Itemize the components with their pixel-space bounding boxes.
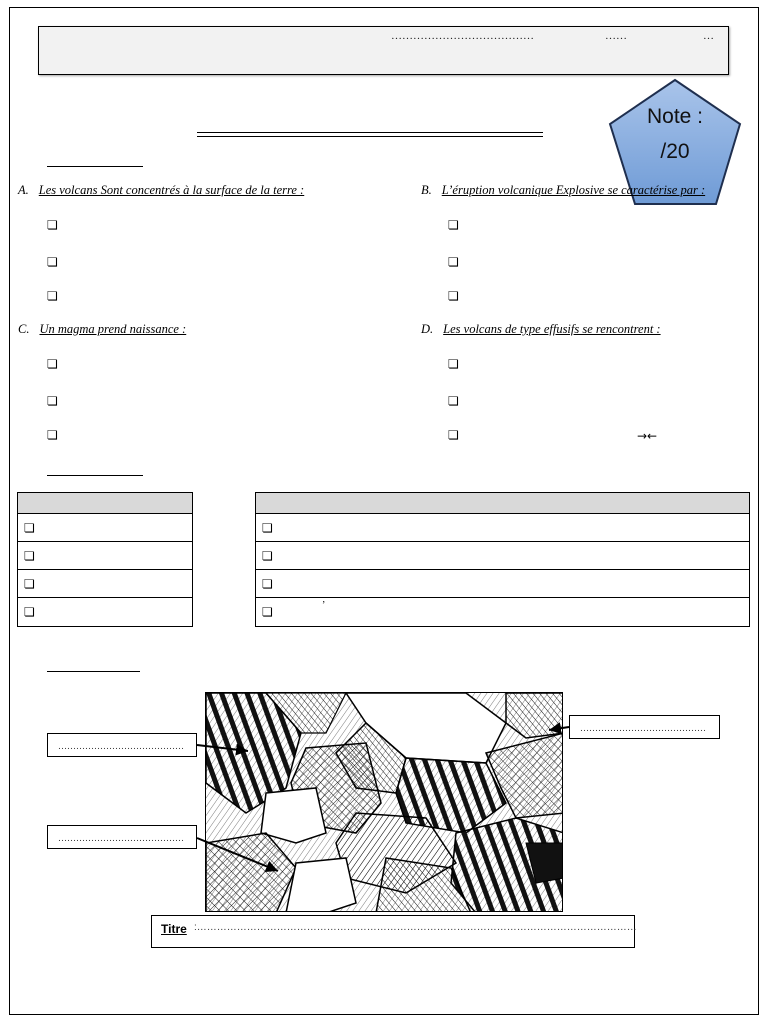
label-dots-right-top: …………………………………… bbox=[580, 723, 706, 733]
stray-mark: ’ bbox=[322, 600, 326, 611]
header-dots-class: …… bbox=[605, 30, 627, 42]
checkbox-a2[interactable]: ❏ bbox=[47, 255, 58, 269]
label-dots-left-bottom: …………………………………… bbox=[58, 833, 184, 843]
question-b bbox=[421, 183, 705, 198]
header-dots-name: ………………………………… bbox=[391, 30, 534, 42]
label-box-left-top[interactable] bbox=[47, 733, 197, 757]
table-right-row bbox=[256, 542, 749, 570]
table-left bbox=[17, 492, 193, 627]
question-d-letter: D. bbox=[421, 322, 434, 336]
checkbox-a1[interactable]: ❏ bbox=[47, 218, 58, 232]
question-d bbox=[421, 322, 661, 337]
checkbox-tl4[interactable]: ❏ bbox=[24, 605, 35, 619]
checkbox-d1[interactable]: ❏ bbox=[448, 357, 459, 371]
title-line-bottom bbox=[197, 136, 543, 137]
checkbox-tr1[interactable]: ❏ bbox=[262, 521, 273, 535]
checkbox-c2[interactable]: ❏ bbox=[47, 394, 58, 408]
titre-dots: :…………………………………………………………………………………………………………………… bbox=[194, 922, 637, 933]
question-c bbox=[18, 322, 186, 337]
table-right bbox=[255, 492, 750, 627]
checkbox-b1[interactable]: ❏ bbox=[448, 218, 459, 232]
question-b-text: L’éruption volcanique Explosive se caractérise par : bbox=[441, 183, 706, 197]
checkbox-c3[interactable]: ❏ bbox=[47, 428, 58, 442]
table-right-row bbox=[256, 598, 749, 626]
checkbox-b2[interactable]: ❏ bbox=[448, 255, 459, 269]
section-2-line bbox=[47, 475, 143, 476]
label-box-right-top[interactable] bbox=[569, 715, 720, 739]
rock-thin-section-drawing bbox=[205, 692, 563, 912]
header-dots-number: … bbox=[703, 30, 714, 42]
section-3-line bbox=[47, 671, 140, 672]
checkbox-b3[interactable]: ❏ bbox=[448, 289, 459, 303]
checkbox-d3[interactable]: ❏ bbox=[448, 428, 459, 442]
checkbox-tr4[interactable]: ❏ bbox=[262, 605, 273, 619]
section-1-line bbox=[47, 166, 143, 167]
question-c-text: Un magma prend naissance : bbox=[39, 322, 187, 336]
label-dots-left-top: …………………………………… bbox=[58, 741, 184, 751]
table-left-row bbox=[18, 542, 192, 570]
checkbox-d2[interactable]: ❏ bbox=[448, 394, 459, 408]
note-label: Note : bbox=[646, 105, 704, 128]
checkbox-tr3[interactable]: ❏ bbox=[262, 577, 273, 591]
checkbox-tl3[interactable]: ❏ bbox=[24, 577, 35, 591]
table-left-row bbox=[18, 598, 192, 626]
checkbox-tl1[interactable]: ❏ bbox=[24, 521, 35, 535]
note-out-of: /20 bbox=[660, 140, 690, 163]
table-right-row bbox=[256, 514, 749, 542]
checkbox-tl2[interactable]: ❏ bbox=[24, 549, 35, 563]
question-a-text: Les volcans Sont concentrés à la surface de la terre : bbox=[38, 183, 305, 197]
checkbox-tr2[interactable]: ❏ bbox=[262, 549, 273, 563]
thin-section-illustration bbox=[206, 693, 563, 912]
table-left-row bbox=[18, 514, 192, 542]
titre-label: Titre bbox=[161, 922, 187, 936]
titre-box[interactable] bbox=[151, 915, 635, 948]
question-d-text: Les volcans de type effusifs se rencontrent : bbox=[443, 322, 661, 336]
question-a bbox=[18, 183, 304, 198]
table-left-header bbox=[18, 493, 192, 514]
table-left-row bbox=[18, 570, 192, 598]
header-box bbox=[38, 26, 729, 75]
table-right-row bbox=[256, 570, 749, 598]
title-line-top bbox=[197, 132, 543, 133]
question-a-letter: A. bbox=[18, 183, 29, 197]
checkbox-a3[interactable]: ❏ bbox=[47, 289, 58, 303]
label-box-left-bottom[interactable] bbox=[47, 825, 197, 849]
question-b-letter: B. bbox=[421, 183, 432, 197]
table-right-header bbox=[256, 493, 749, 514]
converging-arrows-icon: →← bbox=[637, 429, 658, 443]
question-c-letter: C. bbox=[18, 322, 30, 336]
checkbox-c1[interactable]: ❏ bbox=[47, 357, 58, 371]
